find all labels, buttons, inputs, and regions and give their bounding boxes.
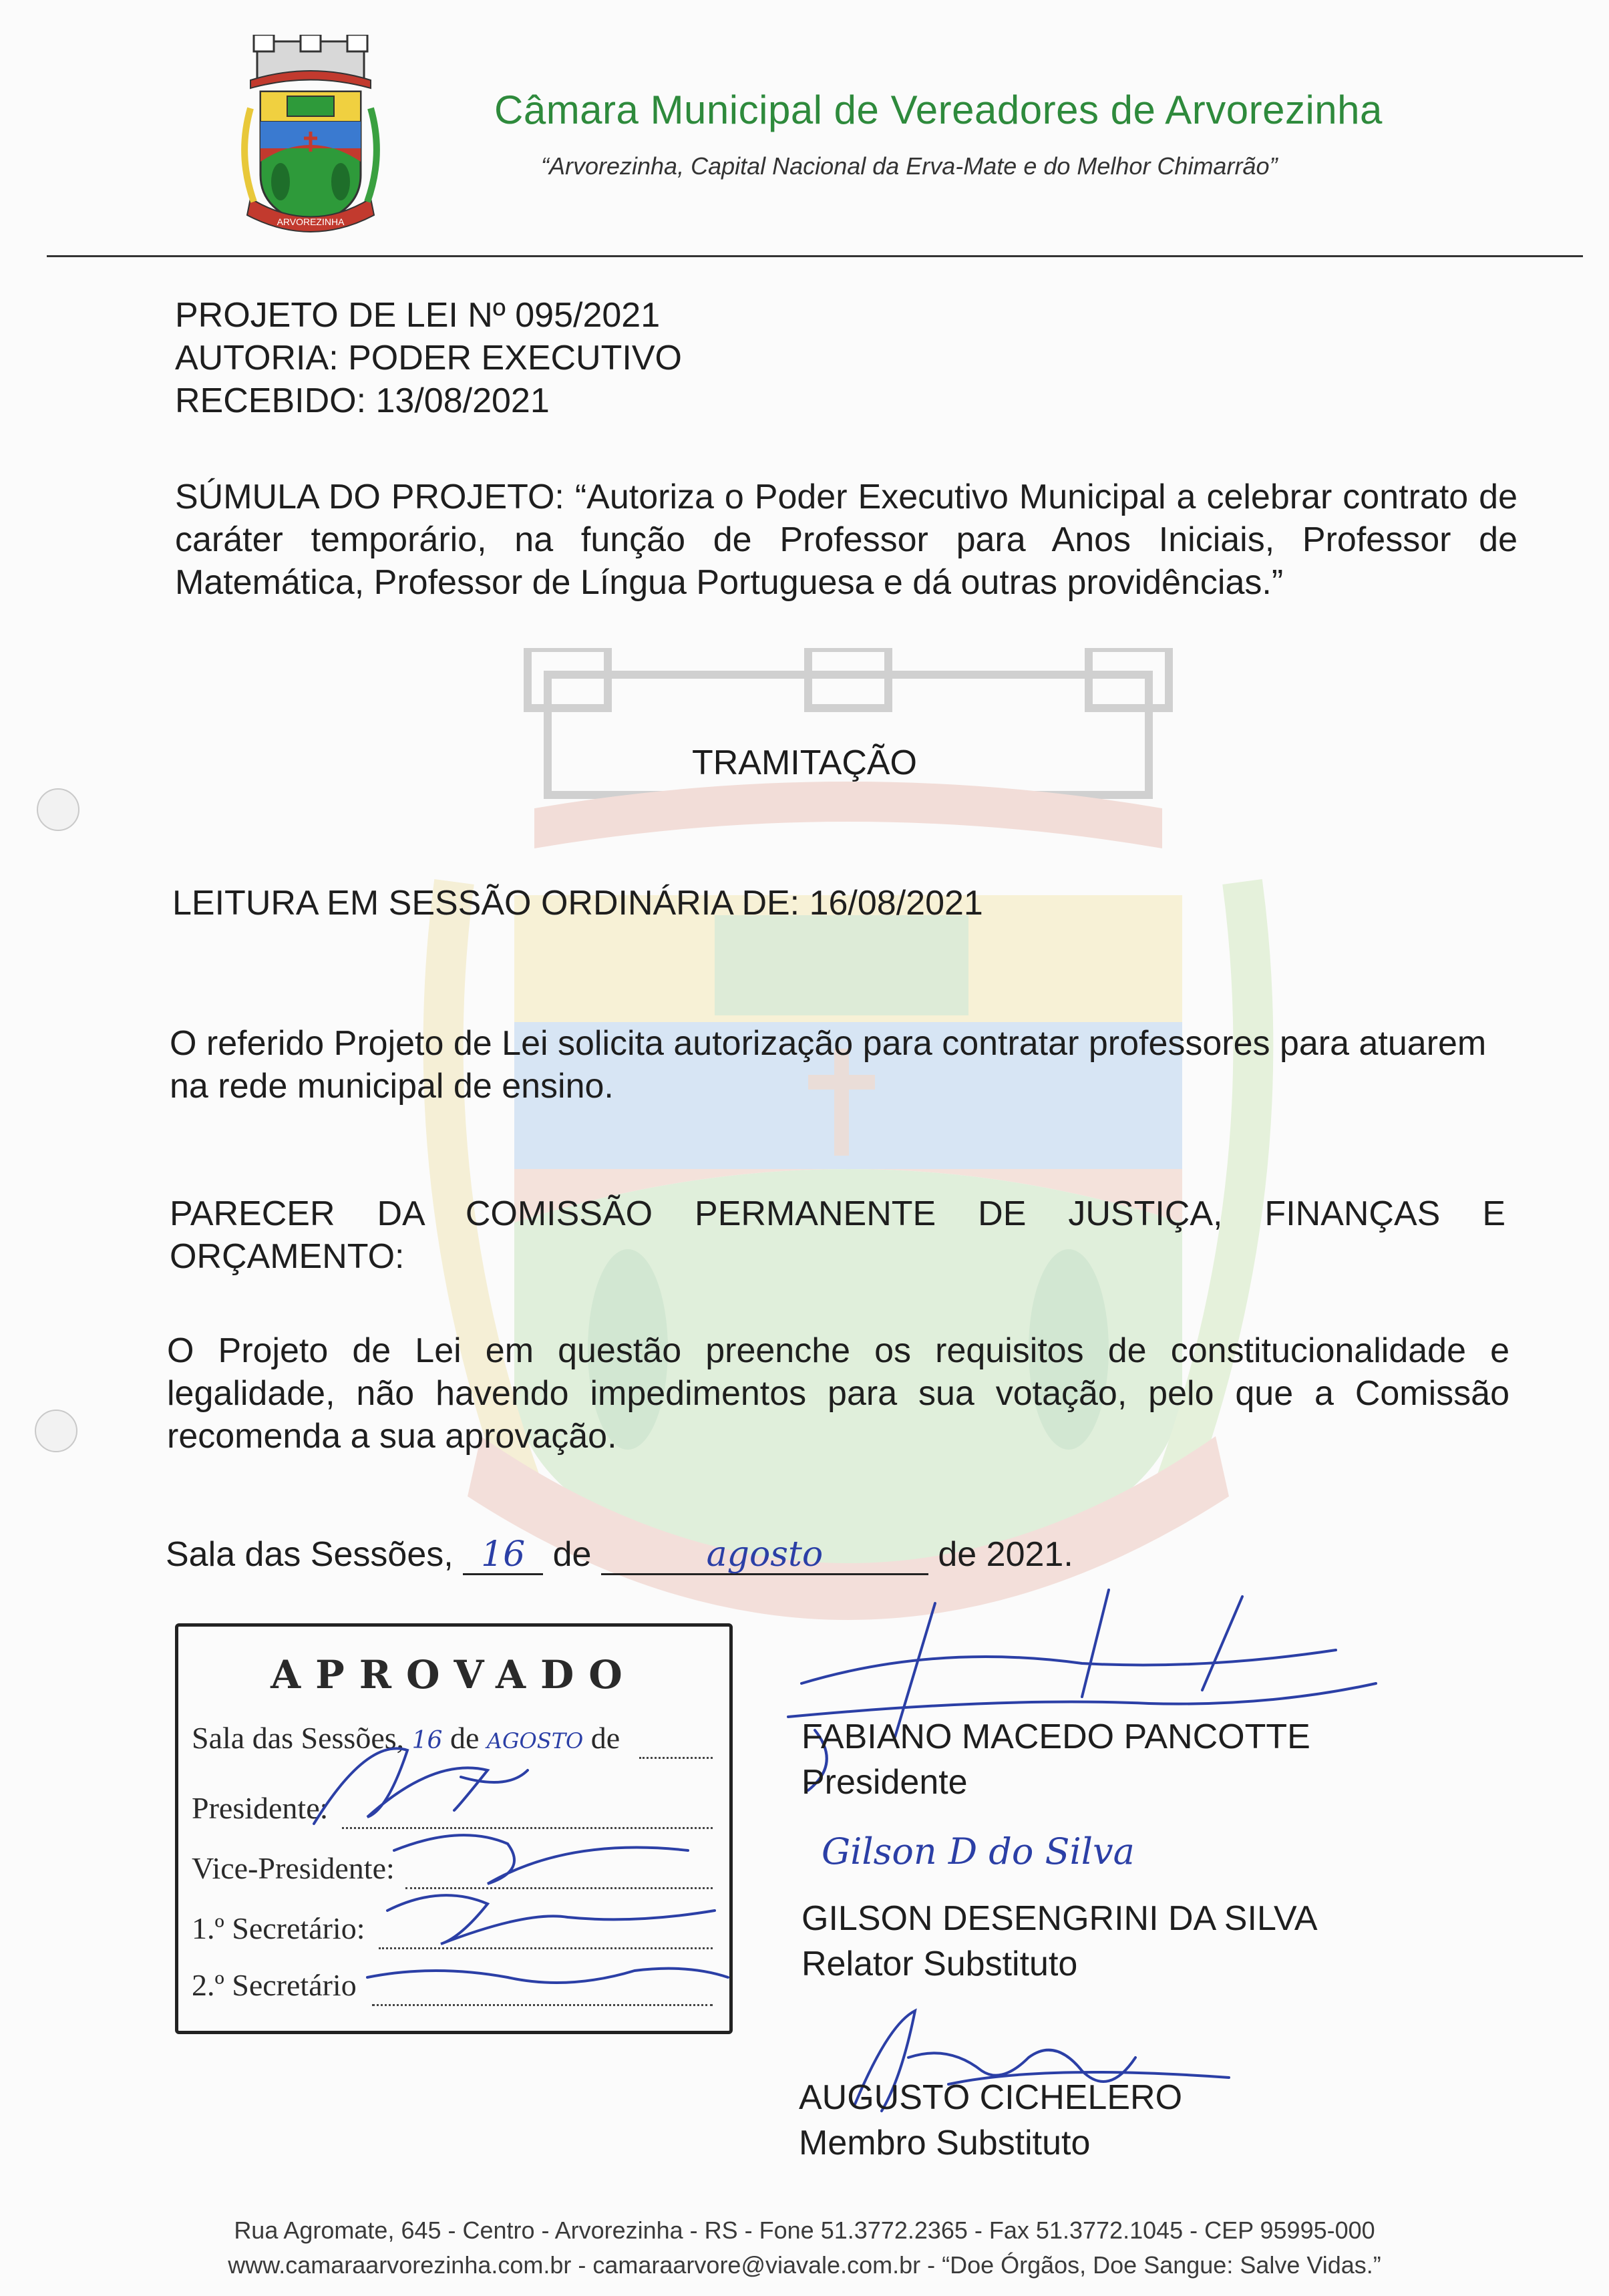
stamp-session-label: Sala das Sessões, — [192, 1721, 405, 1755]
tramitacao-heading: TRAMITAÇÃO — [691, 744, 918, 782]
header-divider — [47, 255, 1583, 257]
footer-address: Rua Agromate, 645 - Centro - Arvorezinha - RS - Fone 51.3772.2365 - Fax 51.3772.1045 - CEP 95995-000 — [234, 2217, 1375, 2244]
approval-stamp — [175, 1623, 733, 2034]
stamp-row-president: Presidente: — [192, 1791, 329, 1825]
session-day: 16 — [463, 1536, 543, 1575]
project-meta — [175, 294, 682, 422]
signatory-3-name: AUGUSTO CICHELERO — [799, 2078, 1183, 2117]
reading-session: LEITURA EM SESSÃO ORDINÁRIA DE: 16/08/2021 — [172, 884, 983, 923]
session-date-suffix: de 2021. — [938, 1535, 1073, 1574]
project-summary: SÚMULA DO PROJETO: “Autoriza o Poder Executivo Municipal a celebrar contrato de caráter temporário, na função de Professor para Anos Iniciais, Professor de Matemática, Professor de Língua Portuguesa e dá outras providências.” — [175, 478, 1517, 602]
punch-hole-bottom — [35, 1410, 77, 1452]
institution-motto: “Arvorezinha, Capital Nacional da Erva-Mate e do Melhor Chimarrão” — [541, 152, 1278, 180]
footer-contact: www.camaraarvorezinha.com.br - camaraarvore@viavale.com.br - “Doe Órgãos, Doe Sangue: Salve Vidas.” — [228, 2251, 1381, 2279]
stamp-row-second-secretary: 2.º Secretário — [192, 1968, 357, 2002]
stamp-session-de2: de — [590, 1721, 620, 1755]
stamp-line-vice — [405, 1887, 713, 1889]
project-received: RECEBIDO: 13/08/2021 — [175, 381, 550, 420]
signatory-2-handwritten: Gilson D do Silva — [822, 1830, 1135, 1872]
punch-hole-top — [37, 788, 79, 831]
signatory-1-role: Presidente — [801, 1763, 968, 1802]
committee-heading: PARECER DA COMISSÃO PERMANENTE DE JUSTIÇA, FINANÇAS E ORÇAMENTO: — [170, 1194, 1505, 1276]
stamp-line-session — [639, 1757, 713, 1759]
signatory-3-role: Membro Substituto — [799, 2124, 1091, 2162]
stamp-line-president — [342, 1827, 713, 1829]
municipal-crest-logo — [224, 35, 397, 242]
project-author: AUTORIA: PODER EXECUTIVO — [175, 339, 682, 377]
stamp-row-vice: Vice-Presidente: — [192, 1851, 395, 1885]
signatory-1-name: FABIANO MACEDO PANCOTTE — [801, 1717, 1310, 1756]
institution-name: Câmara Municipal de Vereadores de Arvorezinha — [494, 88, 1383, 132]
signatory-2-role: Relator Substituto — [801, 1945, 1078, 1983]
stamp-row-session — [192, 1720, 620, 1756]
session-date-de: de — [552, 1535, 592, 1574]
stamp-session-month: AGOSTO — [486, 1728, 584, 1754]
session-date-line — [166, 1533, 1073, 1576]
stamp-row-first-secretary: 1.º Secretário: — [192, 1911, 365, 1945]
signatory-2-name: GILSON DESENGRINI DA SILVA — [801, 1899, 1318, 1938]
crest-watermark — [414, 648, 1282, 1650]
session-date-prefix: Sala das Sessões, — [166, 1535, 454, 1574]
stamp-session-day: 16 — [411, 1727, 443, 1754]
stamp-line-first-secretary — [379, 1947, 713, 1949]
committee-opinion: O Projeto de Lei em questão preenche os requisitos de constitucionalidade e legalidade, não havendo impedimentos para sua votação, pelo que a Comissão recomenda a sua aprovação. — [167, 1331, 1509, 1456]
crest-banner-text: ARVOREZINHA — [277, 216, 345, 227]
session-month: agosto — [601, 1536, 928, 1575]
project-number: PROJETO DE LEI Nº 095/2021 — [175, 296, 661, 335]
stamp-session-de: de — [450, 1721, 480, 1755]
project-description: O referido Projeto de Lei solicita autorização para contratar professores para atuarem na rede municipal de ensino. — [170, 1024, 1487, 1106]
stamp-title: APROVADO — [271, 1652, 637, 1697]
stamp-line-second-secretary — [372, 2004, 713, 2006]
